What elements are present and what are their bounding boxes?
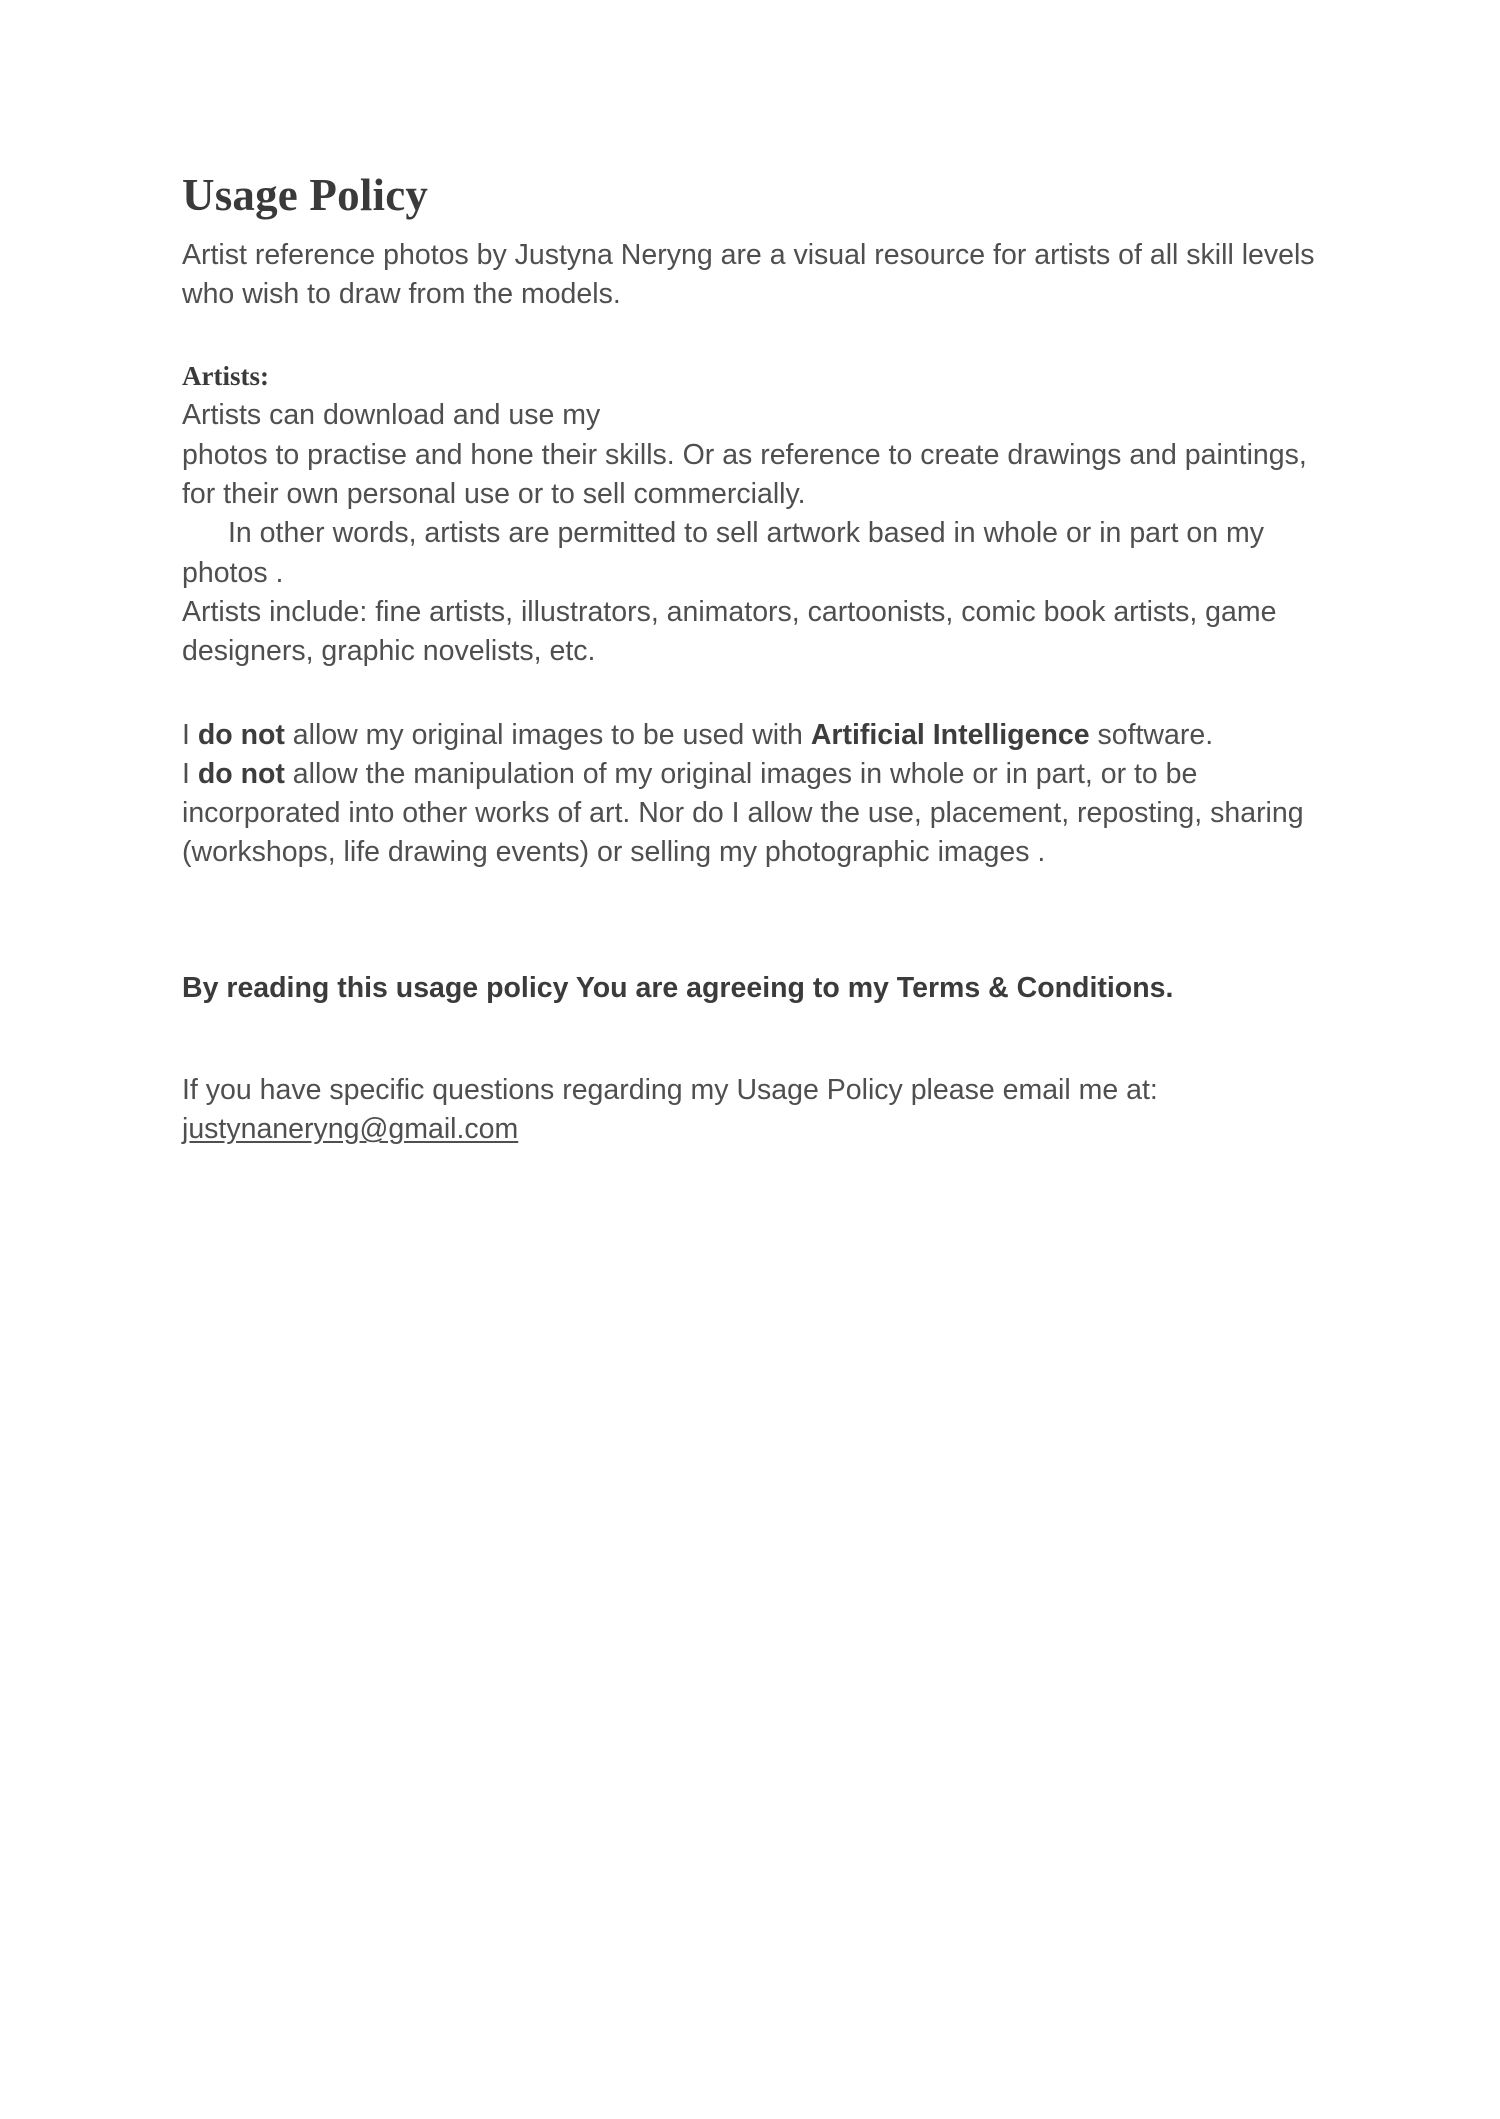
spacer	[182, 873, 1320, 969]
restriction-manipulation	[182, 755, 1320, 873]
page-title: Usage Policy	[182, 170, 429, 220]
restriction-manipulation-tail: allow the manipulation of my original images in whole or in part, or to be incorporated into other works of art. Nor do I allow the use, placement, reposting, sharing (workshops, life drawing events) or selling my photographic images .	[182, 757, 1304, 869]
spacer	[182, 672, 1320, 716]
restriction-ai	[182, 716, 1320, 755]
spacer	[182, 314, 1320, 358]
restriction-ai-middle: allow my original images to be used with	[284, 718, 811, 751]
artists-paragraph-line-4: Artists include: fine artists, illustrators, animators, cartoonists, comic book artists, game designers, graphic novelists, etc.	[182, 595, 1277, 668]
artists-heading: Artists:	[182, 361, 269, 392]
artists-paragraph-line-2: photos to practise and hone their skills. Or as reference to create drawings and paintings, for their own personal use or to sell commercially.	[182, 438, 1307, 510]
contact-lead-text: If you have specific questions regarding my Usage Policy please email me at:	[182, 1073, 1158, 1106]
restriction-ai-emphasis-2: Artificial Intelligence	[810, 718, 1090, 751]
restriction-ai-lead: I	[182, 718, 198, 751]
spacer	[182, 1009, 1320, 1071]
restriction-manipulation-lead: I	[182, 757, 198, 790]
contact-email-link[interactable]: justynaneryng@gmail.com	[182, 1113, 519, 1146]
restriction-ai-emphasis-1: do not	[197, 718, 285, 751]
restriction-manipulation-emphasis: do not	[197, 757, 285, 790]
artists-paragraph-line-3: In other words, artists are permitted to sell artwork based in whole or in part on my photos .	[182, 517, 1264, 589]
contact-paragraph	[182, 1071, 1320, 1150]
restriction-ai-tail: software.	[1089, 718, 1214, 751]
intro-paragraph: Artist reference photos by Justyna Neryng are a visual resource for artists of all skill levels who wish to draw from the models.	[182, 238, 1315, 311]
artists-paragraph-line-1: Artists can download and use my	[182, 399, 601, 432]
agreement-statement: By reading this usage policy You are agreeing to my Terms & Conditions.	[182, 971, 1174, 1004]
